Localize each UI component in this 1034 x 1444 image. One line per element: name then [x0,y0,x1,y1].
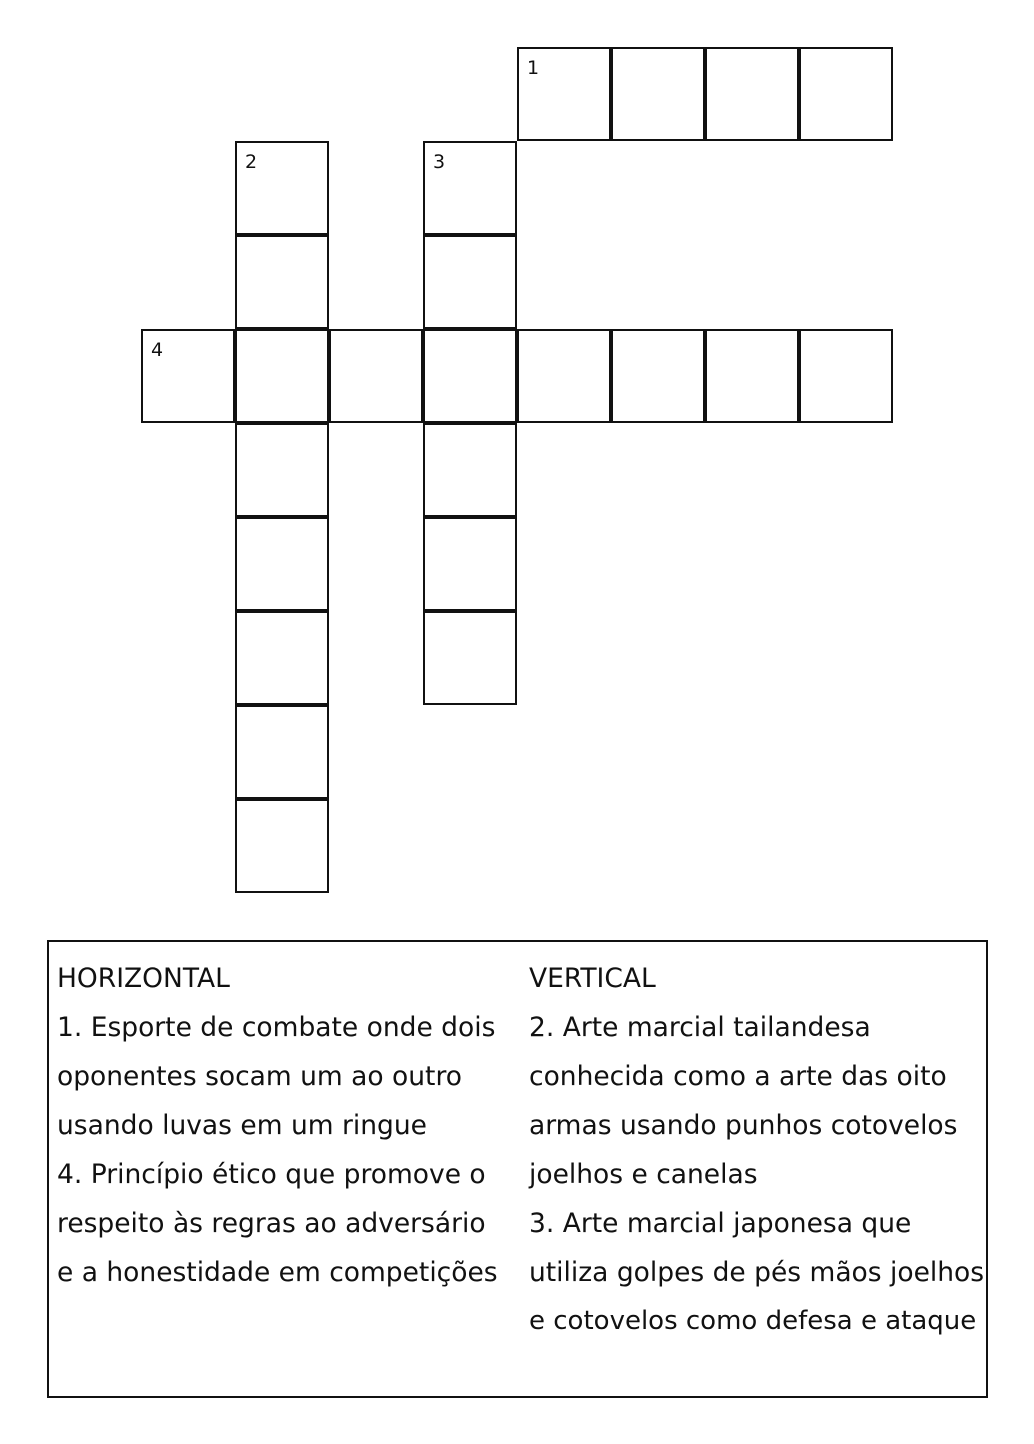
clue-number: 1 [527,57,540,79]
clue-line: 1. Esporte de combate onde dois [57,1012,496,1043]
crossword-cell[interactable] [705,47,799,141]
crossword-cell[interactable] [235,611,329,705]
crossword-cell[interactable] [423,517,517,611]
crossword-cell[interactable] [141,329,235,423]
crossword-cell[interactable] [235,799,329,893]
clue-line: e a honestidade em competições [57,1257,498,1288]
crossword-cell[interactable] [235,705,329,799]
crossword-cell[interactable] [329,329,423,423]
crossword-cell[interactable] [423,611,517,705]
clues-box [47,940,988,1398]
crossword-cell[interactable] [799,47,893,141]
crossword-cell[interactable] [235,517,329,611]
clue-number: 3 [433,151,446,173]
clue-line: usando luvas em um ringue [57,1110,427,1141]
crossword-cell[interactable] [705,329,799,423]
clue-line: armas usando punhos cotovelos [529,1110,958,1141]
crossword-cell[interactable] [235,141,329,235]
crossword-cell[interactable] [235,423,329,517]
crossword-cell[interactable] [611,329,705,423]
clue-number: 4 [151,339,164,361]
crossword-cell[interactable] [235,235,329,329]
crossword-cell[interactable] [235,329,329,423]
crossword-cell[interactable] [799,329,893,423]
crossword-cell[interactable] [423,141,517,235]
horizontal-clues [57,954,512,1297]
vertical-heading: VERTICAL [529,963,656,994]
crossword-cell[interactable] [423,423,517,517]
clue-line: 4. Princípio ético que promove o [57,1159,486,1190]
clue-line: utiliza golpes de pés mãos joelhos [529,1257,985,1288]
horizontal-heading: HORIZONTAL [57,963,230,994]
clue-line: joelhos e canelas [529,1159,758,1190]
crossword-cell[interactable] [423,235,517,329]
clue-line: respeito às regras ao adversário [57,1208,486,1239]
clue-line: 3. Arte marcial japonesa que [529,1208,912,1239]
clue-number: 2 [245,151,258,173]
crossword-cell[interactable] [611,47,705,141]
crossword-cell[interactable] [517,329,611,423]
clue-line: conhecida como a arte das oito [529,1061,947,1092]
clue-line: 2. Arte marcial tailandesa [529,1012,871,1043]
vertical-clues [529,954,984,1346]
clue-line: oponentes socam um ao outro [57,1061,462,1092]
clue-line: e cotovelos como defesa e ataque [529,1306,977,1336]
crossword-cell[interactable] [517,47,611,141]
crossword-cell[interactable] [423,329,517,423]
